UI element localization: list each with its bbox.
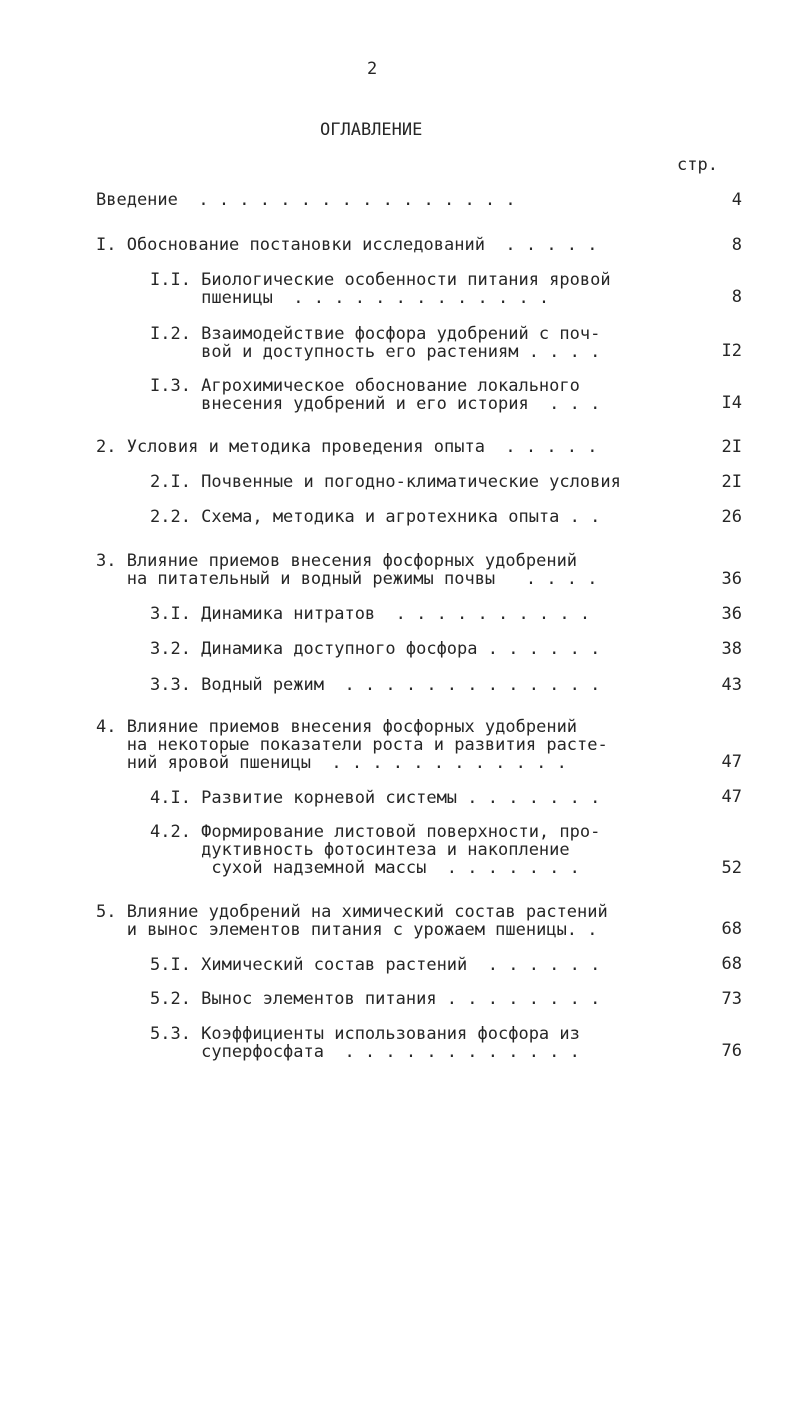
toc-entry-1-3-line-2: внесения удобрений и его история . . . [150, 394, 601, 414]
toc-page-3-2: 38 [721, 639, 742, 659]
toc-entry-5-1: 5.I. Химический состав растений . . . . . . [150, 955, 601, 975]
toc-page-5-3: 76 [721, 1041, 742, 1061]
toc-page-1-2: I2 [721, 341, 742, 361]
toc-page-chapter-4: 47 [721, 752, 742, 772]
toc-entry-1-1-line-2: пшеницы . . . . . . . . . . . . . [150, 288, 550, 308]
toc-entry-chapter-3-line-2: на питательный и водный режимы почвы . . . . [96, 569, 598, 589]
toc-entry-5-3-line-2: суперфосфата . . . . . . . . . . . . [150, 1042, 580, 1062]
toc-entry-introduction: Введение . . . . . . . . . . . . . . . . [96, 190, 516, 210]
toc-entry-2-1: 2.I. Почвенные и погодно-климатические условия [150, 472, 621, 492]
toc-page-chapter-5: 68 [721, 919, 742, 939]
toc-entry-chapter-5-line-2: и вынос элементов питания с урожаем пшеницы. . [96, 920, 598, 940]
toc-entry-1-2-line-1: I.2. Взаимодействие фосфора удобрений с поч- [150, 324, 601, 344]
toc-page-1-1: 8 [731, 287, 742, 307]
toc-entry-4-2-line-1: 4.2. Формирование листовой поверхности, про- [150, 822, 601, 842]
toc-page-1-3: I4 [721, 393, 742, 413]
toc-page-2-2: 26 [721, 507, 742, 527]
toc-entry-1-3-line-1: I.3. Агрохимическое обоснование локального [150, 376, 580, 396]
toc-page-chapter-3: 36 [721, 569, 742, 589]
toc-entry-chapter-4-line-1: 4. Влияние приемов внесения фосфорных удобрений [96, 717, 578, 737]
toc-page-3-3: 43 [721, 675, 742, 695]
toc-page-4-1: 47 [721, 787, 742, 807]
toc-entry-chapter-5-line-1: 5. Влияние удобрений на химический состав растений [96, 902, 608, 922]
toc-page-3-1: 36 [721, 604, 742, 624]
toc-page-2-1: 2I [721, 472, 742, 492]
toc-page-4-2: 52 [721, 858, 742, 878]
toc-page-chapter-2: 2I [721, 437, 742, 457]
page-number: 2 [367, 59, 378, 79]
toc-page-introduction: 4 [731, 190, 742, 210]
toc-entry-2-2: 2.2. Схема, методика и агротехника опыта . . [150, 507, 601, 527]
toc-entry-3-1: 3.I. Динамика нитратов . . . . . . . . . . [150, 604, 591, 624]
toc-entry-chapter-4-line-2: на некоторые показатели роста и развития расте- [96, 735, 608, 755]
toc-entry-1-1-line-1: I.I. Биологические особенности питания яровой [150, 270, 611, 290]
toc-entry-4-1: 4.I. Развитие корневой системы . . . . . . . [150, 788, 601, 808]
toc-entry-5-3-line-1: 5.3. Коэффициенты использования фосфора из [150, 1024, 580, 1044]
toc-entry-chapter-1: I. Обоснование постановки исследований . . . . . [96, 235, 598, 255]
toc-page-5-1: 68 [721, 954, 742, 974]
toc-entry-1-2-line-2: вой и доступность его растениям . . . . [150, 342, 601, 362]
toc-entry-3-3: 3.3. Водный режим . . . . . . . . . . . . . [150, 675, 601, 695]
toc-entry-4-2-line-2: дуктивность фотосинтеза и накопление [150, 840, 570, 860]
toc-title: ОГЛАВЛЕНИЕ [320, 120, 423, 140]
toc-entry-chapter-2: 2. Условия и методика проведения опыта . . . . . [96, 437, 598, 457]
toc-entry-chapter-4-line-3: ний яровой пшеницы . . . . . . . . . . . . [96, 753, 567, 773]
page-column-header: стр. [677, 155, 718, 175]
toc-entry-3-2: 3.2. Динамика доступного фосфора . . . . . . [150, 639, 601, 659]
toc-page-5-2: 73 [721, 989, 742, 1009]
toc-entry-5-2: 5.2. Вынос элементов питания . . . . . . . . [150, 989, 601, 1009]
toc-page-chapter-1: 8 [731, 235, 742, 255]
toc-entry-chapter-3-line-1: 3. Влияние приемов внесения фосфорных удобрений [96, 551, 578, 571]
toc-entry-4-2-line-3: сухой надземной массы . . . . . . . [150, 858, 580, 878]
